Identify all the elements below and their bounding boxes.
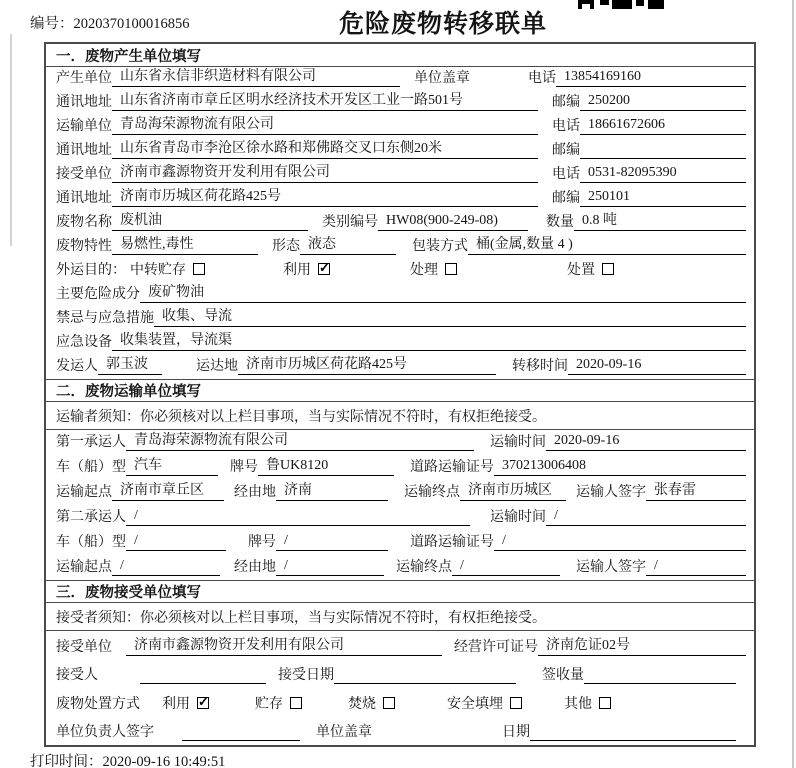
section3-rows [46, 631, 754, 745]
character-label: 废物特性 [56, 239, 112, 254]
page-title: 危险废物转移联单 [338, 11, 547, 38]
responsible-sign-label: 单位负责人签字 [56, 725, 154, 740]
carrier1-value: 青岛海荣源物流有限公司 [126, 429, 474, 451]
qty-value: 0.8 吨 [574, 209, 746, 231]
consignor-value: 郭玉波 [98, 353, 162, 375]
receiver-phone-label: 电话 [552, 167, 580, 182]
doc-number-label: 编号： [30, 16, 74, 32]
row-disposal-method [46, 688, 754, 717]
carrier1-road-permit-value: 370213006408 [494, 458, 746, 476]
row-waste-character [46, 235, 754, 259]
row-waste-name [46, 211, 754, 235]
consignor-label: 发运人 [56, 359, 98, 374]
row-emergency-equipment [46, 331, 754, 355]
packing-value: 桶(金属,数量 4 ) [468, 233, 746, 255]
print-time-label: 打印时间： [30, 754, 103, 768]
carrier2-plate-value: / [276, 533, 388, 551]
taboo-value: 收集、导流 [154, 305, 746, 327]
equipment-value: 收集装置，导流渠 [112, 329, 746, 351]
producer-zip-label: 邮编 [552, 95, 580, 110]
carrier2-sign-value: / [646, 558, 746, 576]
carrier2-time-value: / [546, 508, 746, 526]
form-label: 形态 [272, 239, 300, 254]
row-consignor [46, 355, 754, 379]
carrier1-vehicle-value: 汽车 [126, 454, 218, 476]
qr-code-fragment-icon [578, 0, 664, 9]
recycle-checkbox [318, 263, 330, 275]
carrier2-vehicle-value: / [126, 533, 226, 551]
transporter-zip-label: 邮编 [552, 143, 580, 158]
row-taboo-measures [46, 307, 754, 331]
disposal-option-landfill [447, 693, 522, 713]
disposal-option-storage-label: 贮存 [255, 696, 283, 712]
carrier1-vehicle-label: 车（船）型 [56, 460, 126, 475]
purpose-option-disposal-label: 处置 [567, 263, 595, 278]
row-responsible-sign [46, 717, 754, 746]
carrier1-time-label: 运输时间 [490, 435, 546, 450]
row-hazard-component [46, 283, 754, 307]
manifest-form [44, 42, 756, 747]
permit-value: 济南危证02号 [538, 634, 746, 656]
carrier1-origin-value: 济南市章丘区 [112, 479, 224, 501]
receiver-zip-label: 邮编 [552, 191, 580, 206]
row-producer [46, 67, 754, 91]
disposal-option-other-label: 其他 [564, 696, 592, 712]
accept-unit-label: 接受单位 [56, 639, 112, 655]
transporter-zip-value [580, 142, 746, 159]
transporter-label: 运输单位 [56, 119, 112, 134]
carrier1-end-label: 运输终点 [404, 485, 460, 500]
disposal-landfill-checkbox [510, 697, 522, 709]
form-value: 液态 [300, 233, 396, 255]
unit-stamp2-label: 单位盖章 [316, 725, 372, 740]
responsible-sign-value [182, 724, 300, 741]
section3-notice: 接受者须知：你必须核对以上栏目事项，当与实际情况不符时，有权拒绝接受。 [46, 603, 754, 631]
row-carrier1-vehicle [46, 455, 754, 480]
section1-rows [46, 67, 754, 379]
transporter-phone-value: 18661672606 [580, 117, 746, 135]
row-carrier1-route [46, 480, 754, 505]
hazard-value: 废矿物油 [140, 281, 746, 303]
page-edge-left-line [10, 34, 12, 246]
carrier2-sign-label: 运输人签字 [576, 560, 646, 575]
row-transporter-address [46, 139, 754, 163]
treatment-checkbox [445, 263, 457, 275]
carrier2-road-permit-label: 道路运输证号 [410, 535, 494, 550]
row-transporter [46, 115, 754, 139]
transfer-storage-checkbox [193, 263, 205, 275]
carrier1-road-permit-label: 道路运输证号 [410, 460, 494, 475]
category-label: 类别编号 [322, 215, 378, 230]
producer-phone-value: 13854169160 [556, 69, 746, 87]
recipient-value [140, 667, 266, 684]
row-accept-unit [46, 631, 754, 660]
qty-label: 数量 [546, 215, 574, 230]
waste-name-value: 废机油 [112, 209, 308, 231]
row-carrier2-route [46, 555, 754, 580]
row-recipient [46, 660, 754, 689]
carrier1-label: 第一承运人 [56, 435, 126, 450]
carrier2-vehicle-label: 车（船）型 [56, 535, 126, 550]
transfer-time-label: 转移时间 [512, 359, 568, 374]
receiver-address-label: 通讯地址 [56, 191, 112, 206]
disposal-incinerate-checkbox [383, 697, 395, 709]
sign-date-label: 日期 [502, 725, 530, 740]
row-carrier2-vehicle [46, 530, 754, 555]
accept-date-label: 接受日期 [278, 668, 334, 683]
producer-address-label: 通讯地址 [56, 95, 112, 110]
permit-label: 经营许可证号 [454, 639, 538, 655]
transporter-value: 青岛海荣源物流有限公司 [112, 113, 538, 135]
carrier1-sign-value: 张春雷 [646, 479, 746, 501]
signed-amount-value [584, 667, 736, 684]
unit-stamp-label: 单位盖章 [414, 71, 470, 86]
signed-amount-label: 签收量 [542, 668, 584, 683]
disposal-other-checkbox [599, 697, 611, 709]
producer-address-value: 山东省济南市章丘区明水经济技术开发区工业一路501号 [112, 89, 538, 111]
carrier1-time-value: 2020-09-16 [546, 433, 746, 451]
disposal-option-landfill-label: 安全填埋 [447, 696, 503, 712]
row-carrier2 [46, 505, 754, 530]
doc-number-value: 2020370100016856 [73, 16, 190, 32]
accept-date-value [334, 667, 516, 684]
purpose-option-recycle-label: 利用 [283, 263, 311, 278]
carrier1-plate-label: 牌号 [230, 460, 258, 475]
packing-label: 包装方式 [412, 239, 468, 254]
disposal-recycle-checkbox [197, 697, 209, 709]
purpose-option-treatment-label: 处理 [410, 263, 438, 278]
equipment-label: 应急设备 [56, 335, 112, 350]
section1-header: 一．废物产生单位填写 [46, 44, 754, 67]
disposal-checkbox [602, 263, 614, 275]
disposal-option-storage [255, 693, 302, 713]
disposal-storage-checkbox [290, 697, 302, 709]
section3-header: 三．废物接受单位填写 [46, 580, 754, 603]
purpose-option-treatment [410, 259, 457, 279]
print-time [30, 750, 225, 768]
receiver-value: 济南市鑫源物资开发利用有限公司 [112, 161, 538, 183]
carrier2-road-permit-value: / [494, 533, 746, 551]
disposal-option-incinerate [348, 693, 395, 713]
purpose-option-transfer-storage-label: 中转贮存 [130, 263, 186, 278]
producer-label: 产生单位 [56, 71, 112, 86]
producer-zip-value: 250200 [580, 93, 746, 111]
carrier2-label: 第二承运人 [56, 510, 126, 525]
purpose-option-disposal [567, 259, 614, 279]
purpose-label: 外运目的： [56, 263, 126, 278]
transporter-address-value: 山东省青岛市李沧区徐水路和郑佛路交叉口东侧20米 [112, 137, 538, 159]
accept-unit-value: 济南市鑫源物资开发利用有限公司 [126, 634, 442, 656]
row-producer-address [46, 91, 754, 115]
carrier2-plate-label: 牌号 [248, 535, 276, 550]
transporter-phone-label: 电话 [552, 119, 580, 134]
section2-header: 二．废物运输单位填写 [46, 379, 754, 402]
receiver-label: 接受单位 [56, 167, 112, 182]
destination-label: 运达地 [196, 359, 238, 374]
disposal-option-recycle-label: 利用 [162, 696, 190, 712]
purpose-option-recycle [283, 259, 330, 279]
receiver-address-value: 济南市历城区荷花路425号 [112, 185, 538, 207]
producer-value: 山东省永信非织造材料有限公司 [112, 65, 400, 87]
carrier1-origin-label: 运输起点 [56, 485, 112, 500]
row-receiver-address [46, 187, 754, 211]
destination-value: 济南市历城区荷花路425号 [238, 353, 496, 375]
carrier2-time-label: 运输时间 [490, 510, 546, 525]
disposal-option-incinerate-label: 焚烧 [348, 696, 376, 712]
disposal-method-label: 废物处置方式 [56, 696, 140, 712]
carrier2-origin-label: 运输起点 [56, 560, 112, 575]
carrier1-end-value: 济南市历城区 [460, 479, 566, 501]
waste-name-label: 废物名称 [56, 215, 112, 230]
carrier2-via-label: 经由地 [234, 560, 276, 575]
disposal-option-recycle [162, 693, 209, 713]
transfer-time-value: 2020-09-16 [568, 357, 746, 375]
taboo-label: 禁忌与应急措施 [56, 311, 154, 326]
row-purpose [46, 259, 754, 283]
carrier2-end-label: 运输终点 [396, 560, 452, 575]
carrier2-value: / [126, 508, 470, 526]
print-time-value: 2020-09-16 10:49:51 [102, 754, 226, 768]
producer-phone-label: 电话 [528, 71, 556, 86]
receiver-zip-value: 250101 [580, 189, 746, 207]
section2-notice: 运输者须知：你必须核对以上栏目事项，当与实际情况不符时，有权拒绝接受。 [46, 402, 754, 430]
row-receiver [46, 163, 754, 187]
carrier2-via-value: / [276, 558, 384, 576]
carrier1-plate-value: 鲁UK8120 [258, 454, 394, 476]
transporter-address-label: 通讯地址 [56, 143, 112, 158]
receiver-phone-value: 0531-82095390 [580, 165, 746, 183]
row-carrier1 [46, 430, 754, 455]
recipient-label: 接受人 [56, 668, 98, 683]
carrier2-origin-value: / [112, 558, 220, 576]
page-edge-right-line [792, 0, 794, 768]
character-value: 易燃性,毒性 [112, 233, 258, 255]
carrier1-sign-label: 运输人签字 [576, 485, 646, 500]
hazard-label: 主要危险成分 [56, 287, 140, 302]
carrier1-via-label: 经由地 [234, 485, 276, 500]
category-value: HW08(900-249-08) [378, 213, 528, 231]
sign-date-value [530, 724, 736, 741]
disposal-option-other [564, 693, 611, 713]
carrier1-via-value: 济南 [276, 479, 388, 501]
purpose-option-transfer-storage [130, 259, 205, 279]
section2-rows [46, 430, 754, 580]
carrier2-end-value: / [452, 558, 560, 576]
